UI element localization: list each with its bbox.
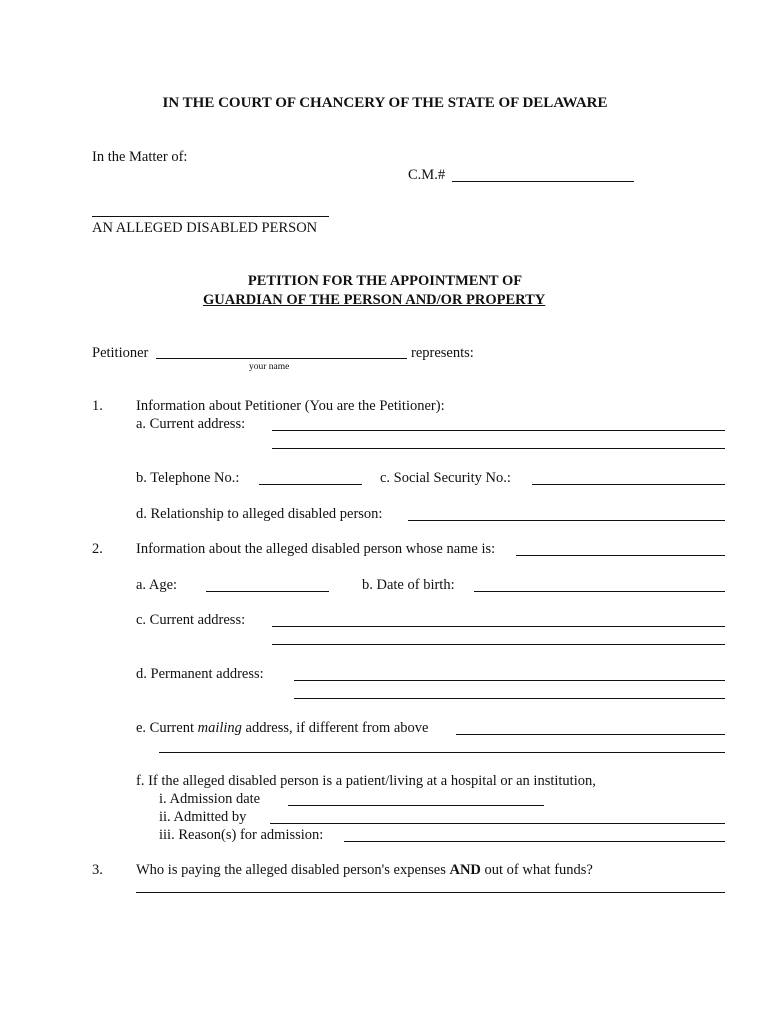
section3-prefix: Who is paying the alleged disabled person's expenses bbox=[136, 862, 450, 878]
petitioner-label: Petitioner bbox=[92, 345, 149, 361]
telephone-field[interactable] bbox=[259, 484, 362, 485]
represents-label: represents: bbox=[411, 345, 474, 361]
petitioner-address-label: a. Current address: bbox=[136, 416, 246, 432]
admitted-by-field[interactable] bbox=[270, 823, 725, 824]
admission-date-label: i. Admission date bbox=[159, 791, 261, 807]
mailing-address-label bbox=[136, 721, 428, 736]
alleged-person-name-field[interactable] bbox=[92, 216, 329, 217]
section3-bold: AND bbox=[449, 862, 481, 878]
mailing-address-line1[interactable] bbox=[456, 734, 725, 735]
admitted-by-label: ii. Admitted by bbox=[159, 809, 247, 825]
section2-title: Information about the alleged disabled person whose name is: bbox=[136, 541, 496, 557]
cm-number-field[interactable] bbox=[452, 181, 634, 182]
relationship-label: d. Relationship to alleged disabled person: bbox=[136, 506, 383, 522]
cm-label: C.M.# bbox=[408, 167, 446, 183]
court-title: IN THE COURT OF CHANCERY OF THE STATE OF DELAWARE bbox=[162, 95, 608, 111]
disabled-person-name-field[interactable] bbox=[516, 555, 725, 556]
section2-number: 2. bbox=[92, 541, 103, 557]
your-name-hint: your name bbox=[249, 362, 290, 372]
age-label: a. Age: bbox=[136, 577, 178, 593]
section3-question bbox=[136, 863, 593, 878]
section3-number: 3. bbox=[92, 862, 103, 878]
admission-date-field[interactable] bbox=[288, 805, 544, 806]
mailing-suffix: address, if different from above bbox=[241, 720, 429, 736]
petitioner-address-line2[interactable] bbox=[272, 448, 725, 449]
expenses-field[interactable] bbox=[136, 892, 725, 893]
alleged-label: AN ALLEGED DISABLED PERSON bbox=[92, 220, 318, 236]
permanent-address-line2[interactable] bbox=[294, 698, 725, 699]
permanent-address-label: d. Permanent address: bbox=[136, 666, 264, 682]
current-address-line1[interactable] bbox=[272, 626, 725, 627]
matter-label: In the Matter of: bbox=[92, 149, 188, 165]
petition-title-line2: GUARDIAN OF THE PERSON AND/OR PROPERTY bbox=[203, 292, 546, 308]
ssn-label: c. Social Security No.: bbox=[380, 470, 511, 486]
admission-reason-field[interactable] bbox=[344, 841, 725, 842]
current-address-line2[interactable] bbox=[272, 644, 725, 645]
mailing-address-line2[interactable] bbox=[159, 752, 725, 753]
petitioner-address-line1[interactable] bbox=[272, 430, 725, 431]
petition-title-line1: PETITION FOR THE APPOINTMENT OF bbox=[247, 273, 523, 289]
petitioner-name-field[interactable] bbox=[156, 358, 407, 359]
age-field[interactable] bbox=[206, 591, 329, 592]
institution-label: f. If the alleged disabled person is a patient/living at a hospital or an institution, bbox=[136, 773, 596, 789]
admission-reason-label: iii. Reason(s) for admission: bbox=[159, 827, 324, 843]
relationship-field[interactable] bbox=[408, 520, 725, 521]
section3-suffix: out of what funds? bbox=[480, 862, 593, 878]
section1-number: 1. bbox=[92, 398, 103, 414]
current-address-label: c. Current address: bbox=[136, 612, 246, 628]
dob-field[interactable] bbox=[474, 591, 725, 592]
ssn-field[interactable] bbox=[532, 484, 725, 485]
section1-title: Information about Petitioner (You are the Petitioner): bbox=[136, 398, 445, 414]
mailing-prefix: e. Current bbox=[136, 720, 198, 736]
dob-label: b. Date of birth: bbox=[362, 577, 455, 593]
permanent-address-line1[interactable] bbox=[294, 680, 725, 681]
mailing-italic: mailing bbox=[197, 720, 242, 736]
telephone-label: b. Telephone No.: bbox=[136, 470, 240, 486]
